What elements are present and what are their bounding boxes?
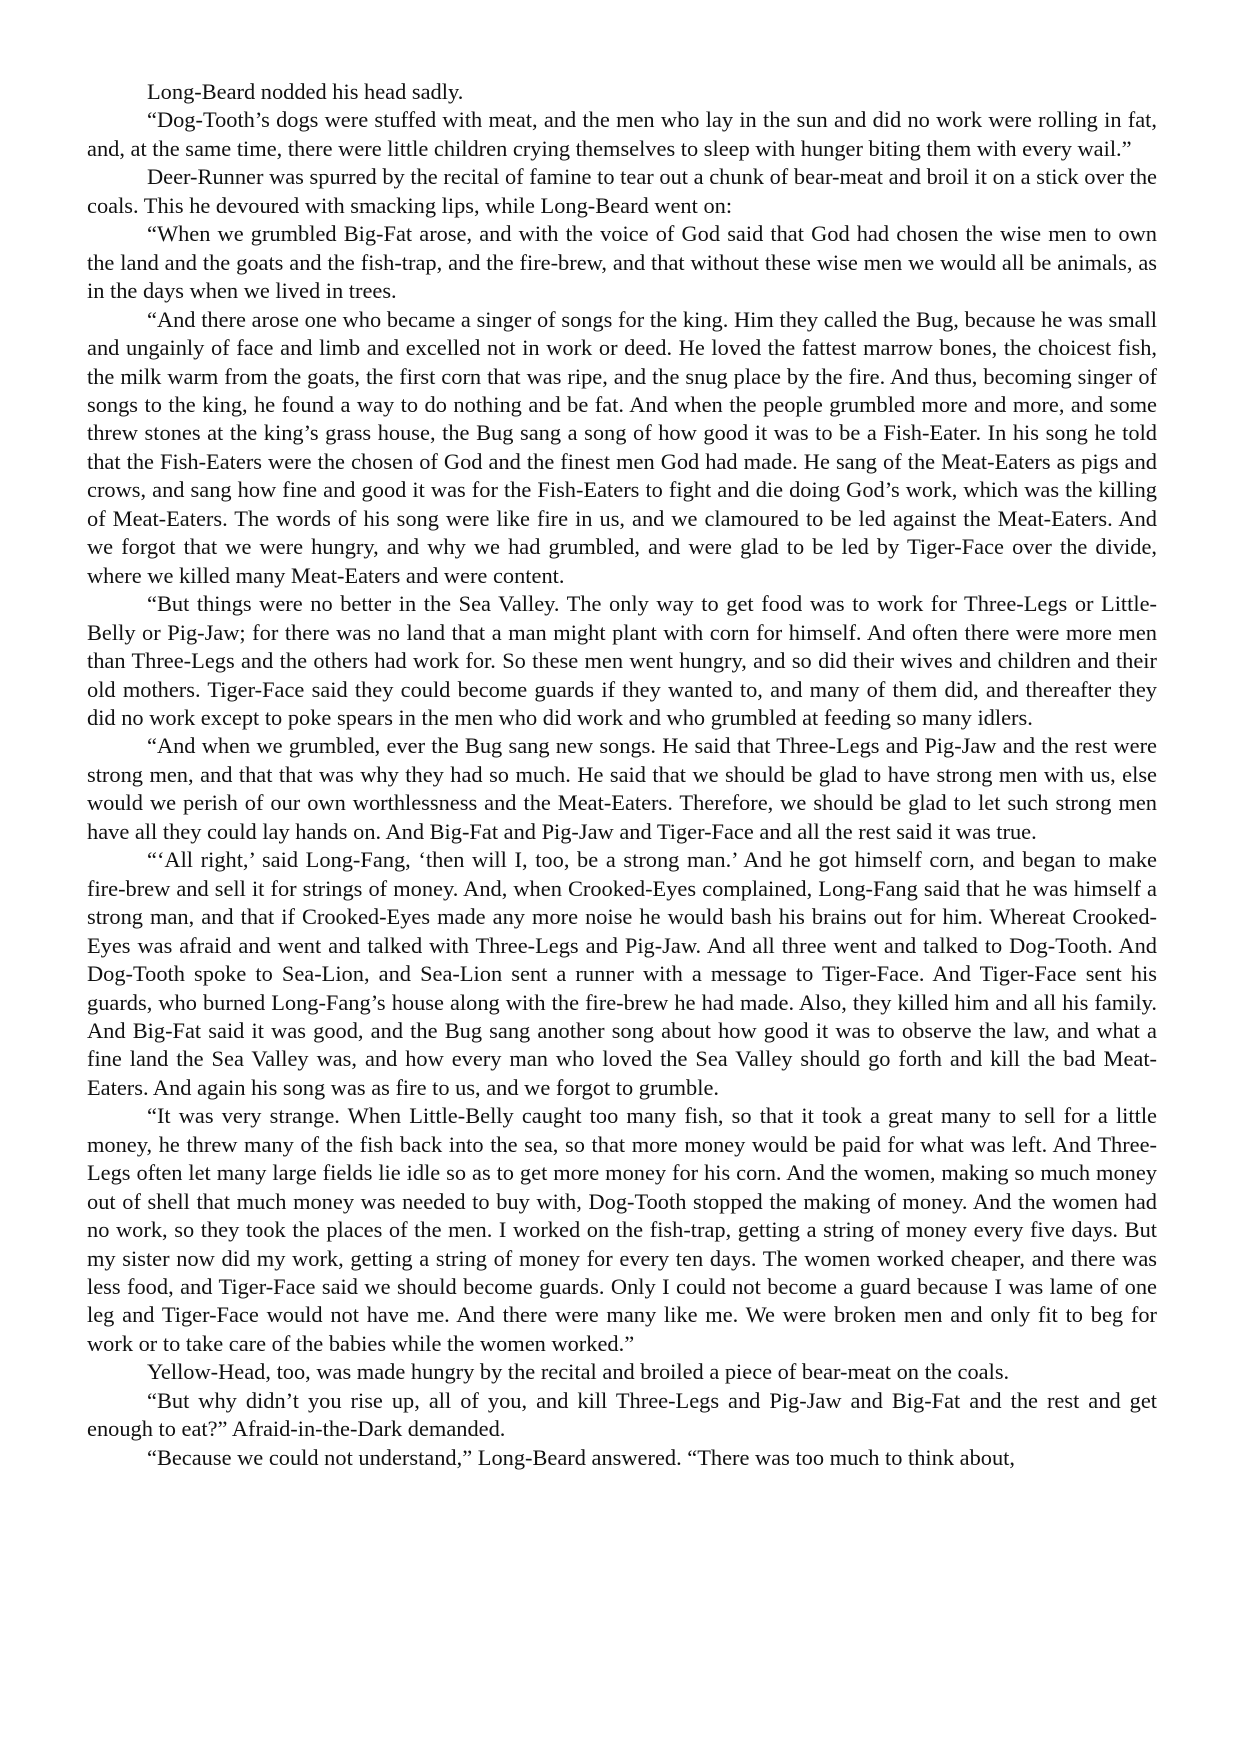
paragraph-11: “But why didn’t you rise up, all of you, and kill Three-Legs and Pig-Jaw and Big-Fat and the rest and get enough to eat?” Afraid-in-the-Dark demanded. (87, 1387, 1157, 1442)
paragraph-3: Deer-Runner was spurred by the recital of famine to tear out a chunk of bear-meat and broil it on a stick over the coals. This he devoured with smacking lips, while Long-Beard went on: (87, 164, 1157, 218)
paragraph-2: “Dog-Tooth’s dogs were stuffed with meat, and the men who lay in the sun and did no work were rolling in fat, and, at the same time, there were little children crying themselves to sleep with hunger biting them with every wail.” (87, 107, 1157, 161)
paragraph-4: “When we grumbled Big-Fat arose, and with the voice of God said that God had chosen the wise men to own the land and the goats and the fish-trap, and the fire-brew, and that without these wise men we would all be animals, as in the days when we lived in trees. (87, 221, 1157, 304)
paragraph-5: “And there arose one who became a singer of songs for the king. Him they called the Bug, because he was small and ungainly of face and limb and excelled not in work or deed. He loved the fattest marrow bones, the choicest fish, the milk warm from the goats, the first corn that was ripe, and the snug place by the fire. And thus, becoming singer of songs to the king, he found a way to do nothing and be fat. And when the people grumbled more and more, and some threw stones at the king’s grass house, the Bug sang a song of how good it was to be a Fish-Eater. In his song he told that the Fish-Eaters were the chosen of God and the finest men God had made. He sang of the Meat-Eaters as pigs and crows, and sang how fine and good it was for the Fish-Eaters to fight and die doing God’s work, which was the killing of Meat-Eaters. The words of his song were like fire in us, and we clamoured to be led against the Meat-Eaters. And we forgot that we were hungry, and why we had grumbled, and were glad to be led by Tiger-Face over the divide, where we killed many Meat-Eaters and were content. (87, 306, 1157, 588)
paragraph-9: “It was very strange. When Little-Belly caught too many fish, so that it took a great many to sell for a little money, he threw many of the fish back into the sea, so that more money would be paid for what was left. And Three-Legs often let many large fields lie idle so as to get more money for his corn. And the women, making so much money out of shell that much money was needed to buy with, Dog-Tooth stopped the making of money. And the women had no work, so they took the places of the men. I worked on the fish-trap, getting a string of money every five days. But my sister now did my work, getting a string of money for every ten days. The women worked cheaper, and there was less food, and Tiger-Face said we should become guards. Only I could not become a guard because I was lame of one leg and Tiger-Face would not have me. And there were many like me. We were broken men and only fit to beg for work or to take care of the babies while the women worked.” (87, 1103, 1157, 1356)
paragraph-8: “‘All right,’ said Long-Fang, ‘then will I, too, be a strong man.’ And he got himself corn, and began to make fire-brew and sell it for strings of money. And, when Crooked-Eyes complained, Long-Fang said that he was himself a strong man, and that if Crooked-Eyes made any more noise he would bash his brains out for him. Whereat Crooked-Eyes was afraid and went and talked with Three-Legs and Pig-Jaw. And all three went and talked to Dog-Tooth. And Dog-Tooth spoke to Sea-Lion, and Sea-Lion sent a runner with a message to Tiger-Face. And Tiger-Face sent his guards, who burned Long-Fang’s house along with the fire-brew he had made. Also, they killed him and all his family. And Big-Fat said it was good, and the Bug sang another song about how good it was to observe the law, and what a fine land the Sea Valley was, and how every man who loved the Sea Valley should go forth and kill the bad Meat-Eaters. And again his song was as fire to us, and we forgot to grumble. (87, 847, 1157, 1100)
paragraph-7: “And when we grumbled, ever the Bug sang new songs. He said that Three-Legs and Pig-Jaw and the rest were strong men, and that that was why they had so much. He said that we should be glad to have strong men with us, else would we perish of our own worthlessness and the Meat-Eaters. Therefore, we should be glad to let such strong men have all they could lay hands on. And Big-Fat and Pig-Jaw and Tiger-Face and all the rest said it was true. (87, 733, 1157, 844)
paragraph-10: Yellow-Head, too, was made hungry by the recital and broiled a piece of bear-meat on the coals. (147, 1359, 1010, 1385)
paragraph-12: “Because we could not understand,” Long-Beard answered. “There was too much to think about, (147, 1444, 1015, 1470)
page-text (87, 78, 1157, 1472)
paragraph-1: Long-Beard nodded his head sadly. (147, 79, 464, 104)
paragraph-6: “But things were no better in the Sea Valley. The only way to get food was to work for Three-Legs or Little-Belly or Pig-Jaw; for there was no land that a man might plant with corn for himself. And often there were more men than Three-Legs and the others had work for. So these men went hungry, and so did their wives and children and their old mothers. Tiger-Face said they could become guards if they wanted to, and many of them did, and thereafter they did no work except to poke spears in the men who did work and who grumbled at feeding so many idlers. (87, 591, 1157, 730)
